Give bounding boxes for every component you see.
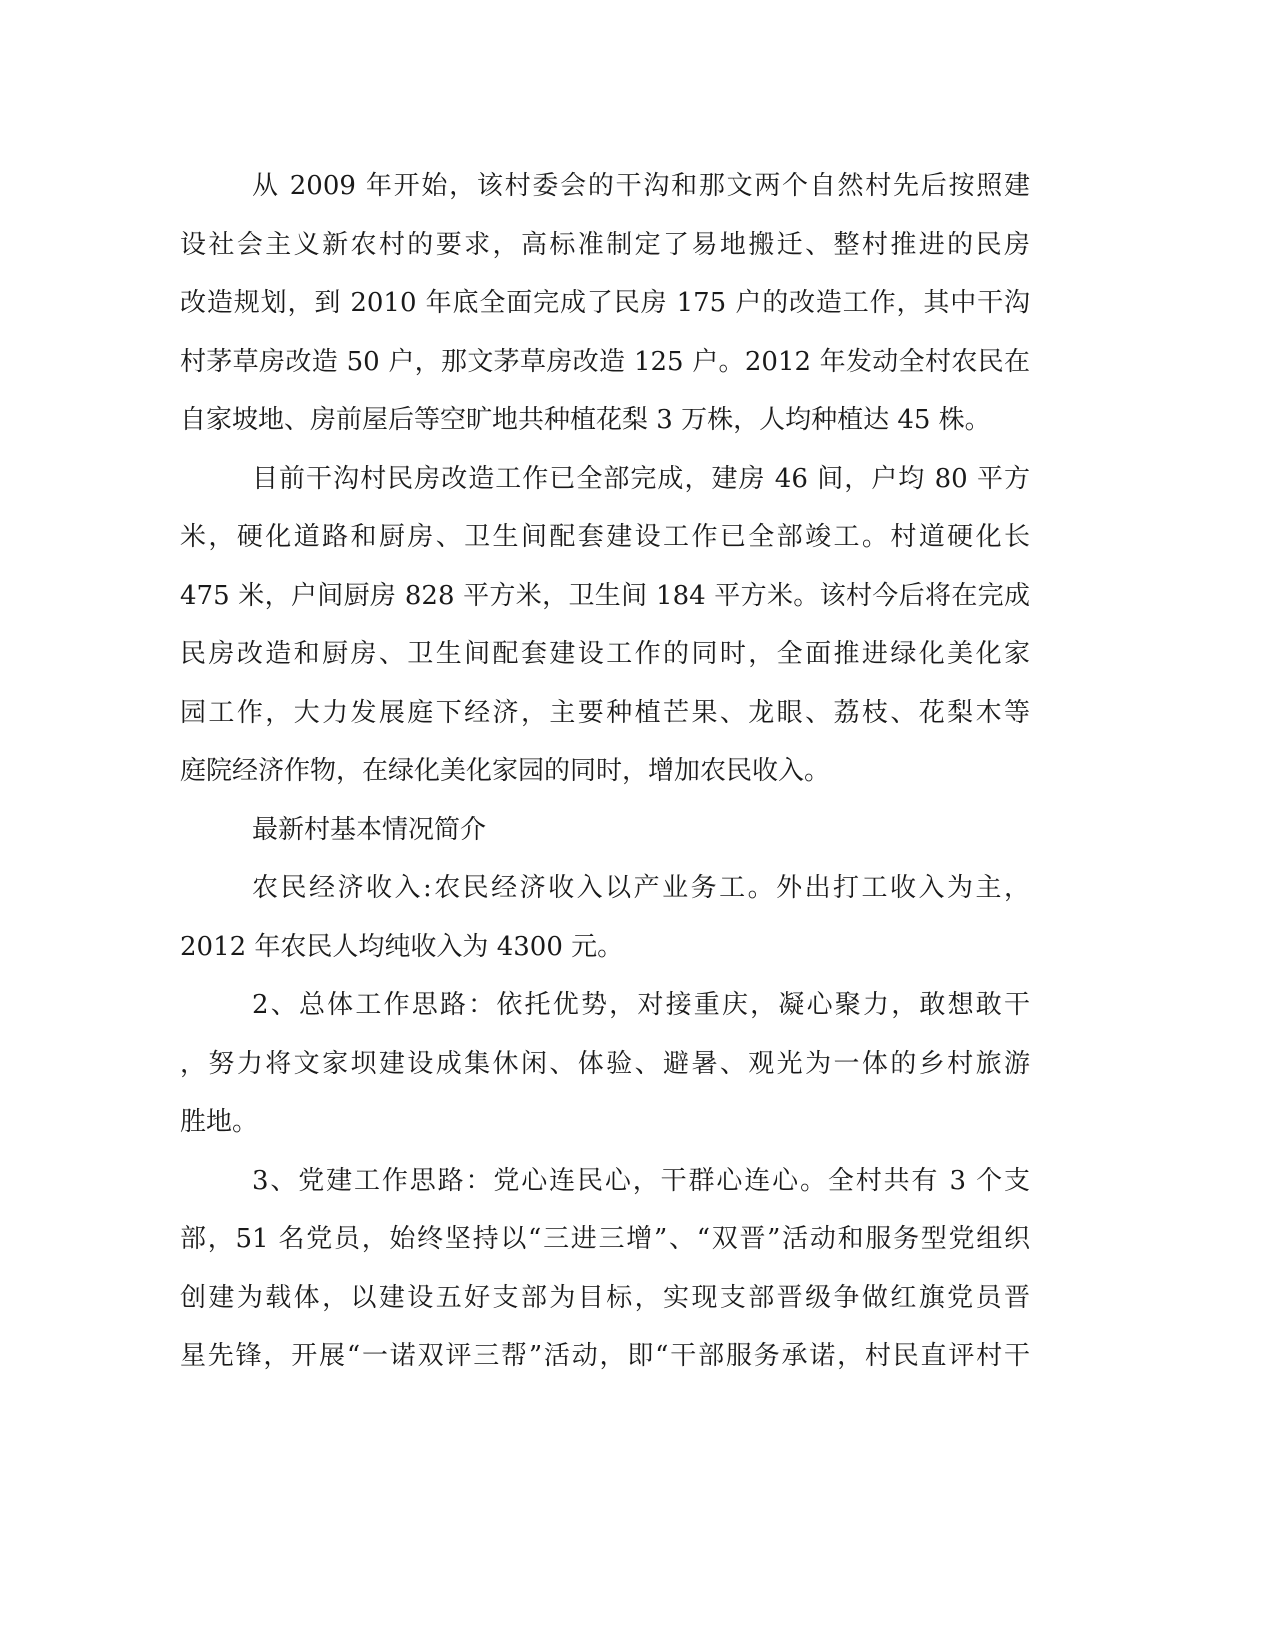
text-line: 3、党建工作思路：党心连民心，干群心连心。全村共有 3 个支 xyxy=(252,1165,1030,1196)
text-line: ，努力将文家坝建设成集休闲、体验、避暑、观光为一体的乡村旅游 xyxy=(180,1048,1030,1079)
document-body xyxy=(180,157,1030,1386)
text-line: 村茅草房改造 50 户，那文茅草房改造 125 户。2012 年发动全村农民在 xyxy=(180,346,1030,377)
text-line: 改造规划，到 2010 年底全面完成了民房 175 户的改造工作，其中干沟 xyxy=(180,288,1030,318)
text-line: 475 米，户间厨房 828 平方米，卫生间 184 平方米。该村今后将在完成 xyxy=(180,580,1030,611)
text-line: 胜地。 xyxy=(180,1107,259,1137)
section-heading: 最新村基本情况简介 xyxy=(252,814,487,845)
text-line: 农民经济收入:农民经济收入以产业务工。外出打工收入为主， xyxy=(252,873,1030,903)
text-line: 目前干沟村民房改造工作已全部完成，建房 46 间，户均 80 平方 xyxy=(252,463,1030,494)
text-line: 设社会主义新农村的要求，高标准制定了易地搬迁、整村推进的民房 xyxy=(180,229,1030,260)
text-line: 民房改造和厨房、卫生间配套建设工作的同时，全面推进绿化美化家 xyxy=(180,639,1030,669)
text-line: 从 2009 年开始，该村委会的干沟和那文两个自然村先后按照建 xyxy=(252,171,1030,201)
text-line: 2、总体工作思路：依托优势，对接重庆，凝心聚力，敢想敢干 xyxy=(252,990,1030,1020)
text-line: 园工作，大力发展庭下经济，主要种植芒果、龙眼、荔枝、花梨木等 xyxy=(180,697,1030,728)
text-line: 部，51 名党员，始终坚持以“三进三增”、“双晋”活动和服务型党组织 xyxy=(180,1224,1030,1254)
text-line: 星先锋，开展“一诺双评三帮”活动，即“干部服务承诺，村民直评村干 xyxy=(180,1341,1030,1371)
text-line: 创建为载体，以建设五好支部为目标，实现支部晋级争做红旗党员晋 xyxy=(180,1282,1030,1313)
text-line: 自家坡地、房前屋后等空旷地共种植花梨 3 万株，人均种植达 45 株。 xyxy=(180,405,991,435)
text-line: 庭院经济作物，在绿化美化家园的同时，增加农民收入。 xyxy=(180,756,831,786)
text-line: 2012 年农民人均纯收入为 4300 元。 xyxy=(180,931,624,962)
text-line: 米，硬化道路和厨房、卫生间配套建设工作已全部竣工。村道硬化长 xyxy=(180,522,1030,552)
